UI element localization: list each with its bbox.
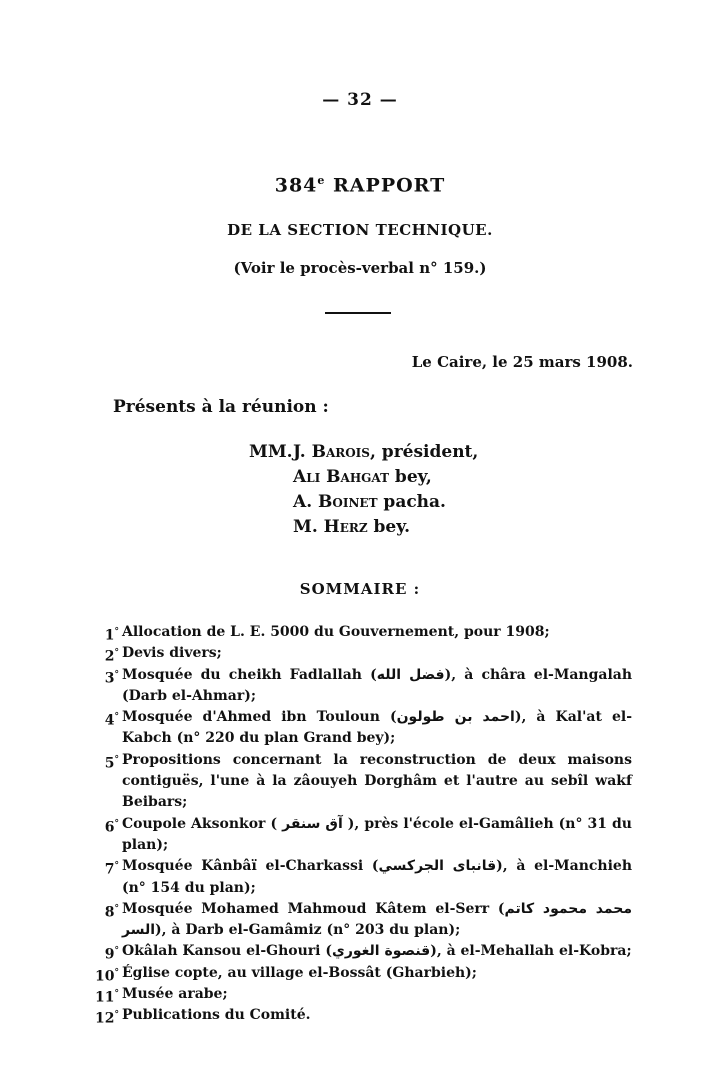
members-prefix: MM. xyxy=(249,442,293,462)
item-text: Devis divers; xyxy=(122,645,222,662)
item-number: 3° xyxy=(104,669,119,687)
page-number: — 32 — xyxy=(322,90,398,110)
item-text: Allocation de L. E. 5000 du Gouvernement, pour 1908; xyxy=(122,624,550,640)
member-initial: M. xyxy=(293,517,318,537)
member-role: , président, xyxy=(369,442,479,462)
member-name: Herz xyxy=(323,517,368,537)
item-text: Mosquée Kânbâï el-Charkassi (قانباى الجركسي), à el-Manchieh (n° 154 du plan); xyxy=(122,858,633,896)
item-text: Mosquée du cheikh Fadlallah (فضل الله), à châra el-Mangalah (Darb el-Ahmar); xyxy=(122,666,633,704)
report-subtitle: DE LA SECTION TECHNIQUE. xyxy=(227,221,493,239)
arabic-name: قانباى الجركسي xyxy=(378,858,497,875)
report-number: 384 xyxy=(274,174,318,197)
member-name: Ali Bahgat xyxy=(293,467,390,487)
list-item xyxy=(86,814,632,857)
item-number: 7° xyxy=(104,861,119,878)
list-item xyxy=(86,899,632,942)
item-text: Mosquée d'Ahmed ibn Touloun (احمد بن طولون), à Kal'at el-Kabch (n° 220 du plan Grand bey); xyxy=(122,709,633,747)
item-text: Coupole Aksonkor ( آق سنقر ), près l'école el-Gamâlieh (n° 31 du plan); xyxy=(122,815,632,853)
report-title xyxy=(0,174,720,196)
report-number-superscript: e xyxy=(317,174,326,187)
member-line xyxy=(249,465,478,490)
item-number: 2° xyxy=(104,648,119,665)
member-line xyxy=(249,515,478,540)
list-item xyxy=(86,963,632,984)
item-text: Okâlah Kansou el-Ghouri (قنصوة الغوري), à el-Mehallah el-Kobra; xyxy=(122,943,632,960)
item-number: 10° xyxy=(95,967,119,985)
item-text: Église copte, au village el-Bossât (Gharbieh); xyxy=(122,964,477,981)
list-item xyxy=(86,856,632,899)
list-item xyxy=(86,622,632,643)
list-item xyxy=(86,643,632,664)
list-item xyxy=(86,984,632,1005)
item-number: 6° xyxy=(104,818,119,836)
list-item xyxy=(86,941,632,962)
member-name: Boinet xyxy=(318,492,378,512)
arabic-name: آق سنقر xyxy=(282,815,343,832)
item-number: 12° xyxy=(95,1010,119,1027)
list-item xyxy=(86,1005,632,1026)
member-line xyxy=(249,440,478,465)
member-initial: A. xyxy=(293,492,313,512)
member-role: bey, xyxy=(389,467,432,487)
member-name: Barois xyxy=(311,442,370,462)
arabic-name: احمد بن طولون xyxy=(396,709,515,726)
members-list xyxy=(249,440,478,540)
item-text: Publications du Comité. xyxy=(122,1007,311,1024)
arabic-name: قنصوة الغوري xyxy=(331,943,431,960)
member-initial: J. xyxy=(293,442,306,462)
item-text: Musée arabe; xyxy=(122,986,228,1003)
list-item xyxy=(86,665,632,708)
list-item xyxy=(86,750,632,814)
arabic-name: محمد محمود كاتم السر xyxy=(122,900,633,939)
summary-list xyxy=(86,622,632,1027)
summary-heading: SOMMAIRE : xyxy=(299,580,421,598)
arabic-name: فضل الله xyxy=(376,666,445,683)
item-text: Propositions concernant la reconstruction de deux maisons contiguës, l'une à la zâouyeh Dorghâm et l'autre au sebîl wakf Beibars; xyxy=(122,751,632,811)
dateline: Le Caire, le 25 mars 1908. xyxy=(411,353,633,371)
attendance-label: Présents à la réunion : xyxy=(113,397,329,417)
member-role: bey. xyxy=(367,517,411,537)
item-text: Mosquée Mohamed Mahmoud Kâtem el-Serr (محمد محمود كاتم السر), à Darb el-Gamâmiz (n° 203 du plan); xyxy=(122,900,633,939)
member-role: pacha. xyxy=(377,492,446,512)
member-line xyxy=(249,490,478,515)
report-title-text: RAPPORT xyxy=(333,174,446,197)
divider xyxy=(325,312,391,314)
item-number: 8° xyxy=(104,903,119,921)
item-number: 11° xyxy=(95,989,119,1006)
item-number: 9° xyxy=(104,946,119,964)
item-number: 1° xyxy=(104,627,119,644)
item-number: 4° xyxy=(104,712,119,729)
list-item xyxy=(86,707,632,750)
item-number: 5° xyxy=(104,754,119,772)
minutes-reference: (Voir le procès-verbal n° 159.) xyxy=(233,259,487,277)
